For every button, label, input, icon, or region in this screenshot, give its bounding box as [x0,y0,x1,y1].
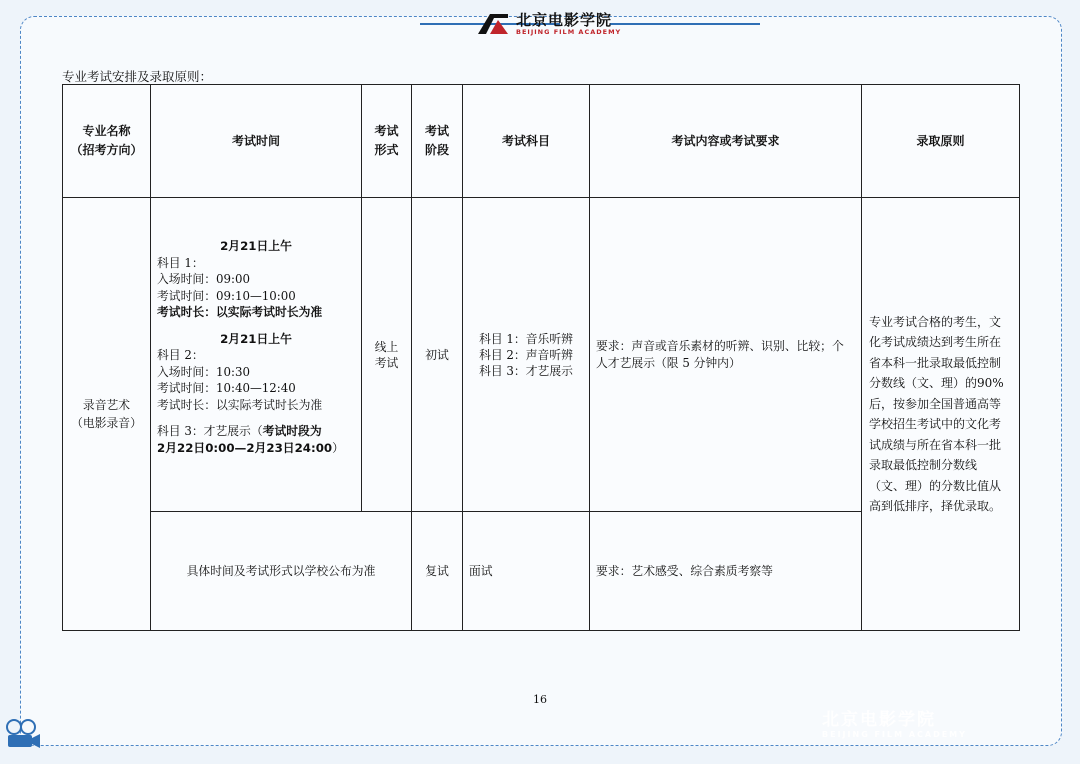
final-subject: 面试 [463,512,590,631]
header-subject: 考试科目 [463,85,590,198]
preliminary-time [151,198,362,512]
admission-principle: 专业考试合格的考生，文化考试成绩达到考生所在省本科一批录取最低控制分数线（文、理）的90%后，按参加全国普通高等学校招生考试中的文化考试成绩与所在省本科一批录取最低控制分数线（文、理）的分数比值从高到低排序，择优录取。 [862,198,1020,631]
film-projector-icon [4,718,42,750]
block3-prefix: 科目 3：才艺展示（ [157,424,263,438]
preliminary-stage: 初试 [412,198,463,512]
block1-line-1: 科目 1： [157,255,204,270]
final-time: 具体时间及考试形式以学校公布为准 [151,512,412,631]
block3-line-2 [157,440,355,457]
block2-line-2: 入场时间：10:30 [157,364,250,379]
header-admission: 录取原则 [862,85,1020,198]
block2-line-3: 考试时间：10:40—12:40 [157,381,296,395]
block2-line-1: 科目 2： [157,348,204,362]
block3-bold2: 2月22日0:00—2月23日24:00 [157,440,333,455]
block3-suffix: ） [332,440,344,455]
final-stage: 复试 [412,512,463,631]
header-logo [476,12,621,36]
block1-line-2: 入场时间：09:00 [157,272,250,286]
block2-title: 2月21日上午 [220,331,292,346]
header-logo-cn: 北京电影学院 [516,11,613,29]
film-academy-emblem-icon [476,12,510,36]
block3-bold1: 考试时段为 [262,424,322,438]
exam-schedule-table [62,84,1020,631]
footer-logo-en: BEIJING FILM ACADEMY [822,730,967,739]
block2-line-4: 考试时长：以实际考试时长为准 [157,397,323,412]
header-major: 专业名称 （招考方向） [63,85,151,198]
header-stage: 考试 阶段 [412,85,463,198]
page-number: 16 [533,693,547,706]
header-form: 考试 形式 [362,85,412,198]
final-content: 要求：艺术感受、综合素质考察等 [590,512,862,631]
block3-line [157,423,355,440]
table-row-preliminary [63,198,1020,512]
header-logo-en: BEIJING FILM ACADEMY [516,28,622,36]
block1-duration: 考试时长：以实际考试时长为准 [157,305,323,319]
header-time: 考试时间 [151,85,362,198]
block1-line-3: 考试时间：09:10—10:00 [157,288,296,303]
preliminary-subjects: 科目 1：音乐听辨 科目 2：声音听辨 科目 3：才艺展示 [463,198,590,512]
block1-title: 2月21日上午 [220,239,292,253]
preliminary-form: 线上 考试 [362,198,412,512]
footer-logo-cn: 北京电影学院 [822,710,936,730]
header-content: 考试内容或考试要求 [590,85,862,198]
table-header-row [63,85,1020,198]
major-name: 录音艺术 （电影录音） [63,198,151,631]
section-caption: 专业考试安排及录取原则： [62,69,213,84]
footer-logo [822,705,967,739]
preliminary-content: 要求：声音或音乐素材的听辨、识别、比较；个人才艺展示（限 5 分钟内） [590,198,862,512]
